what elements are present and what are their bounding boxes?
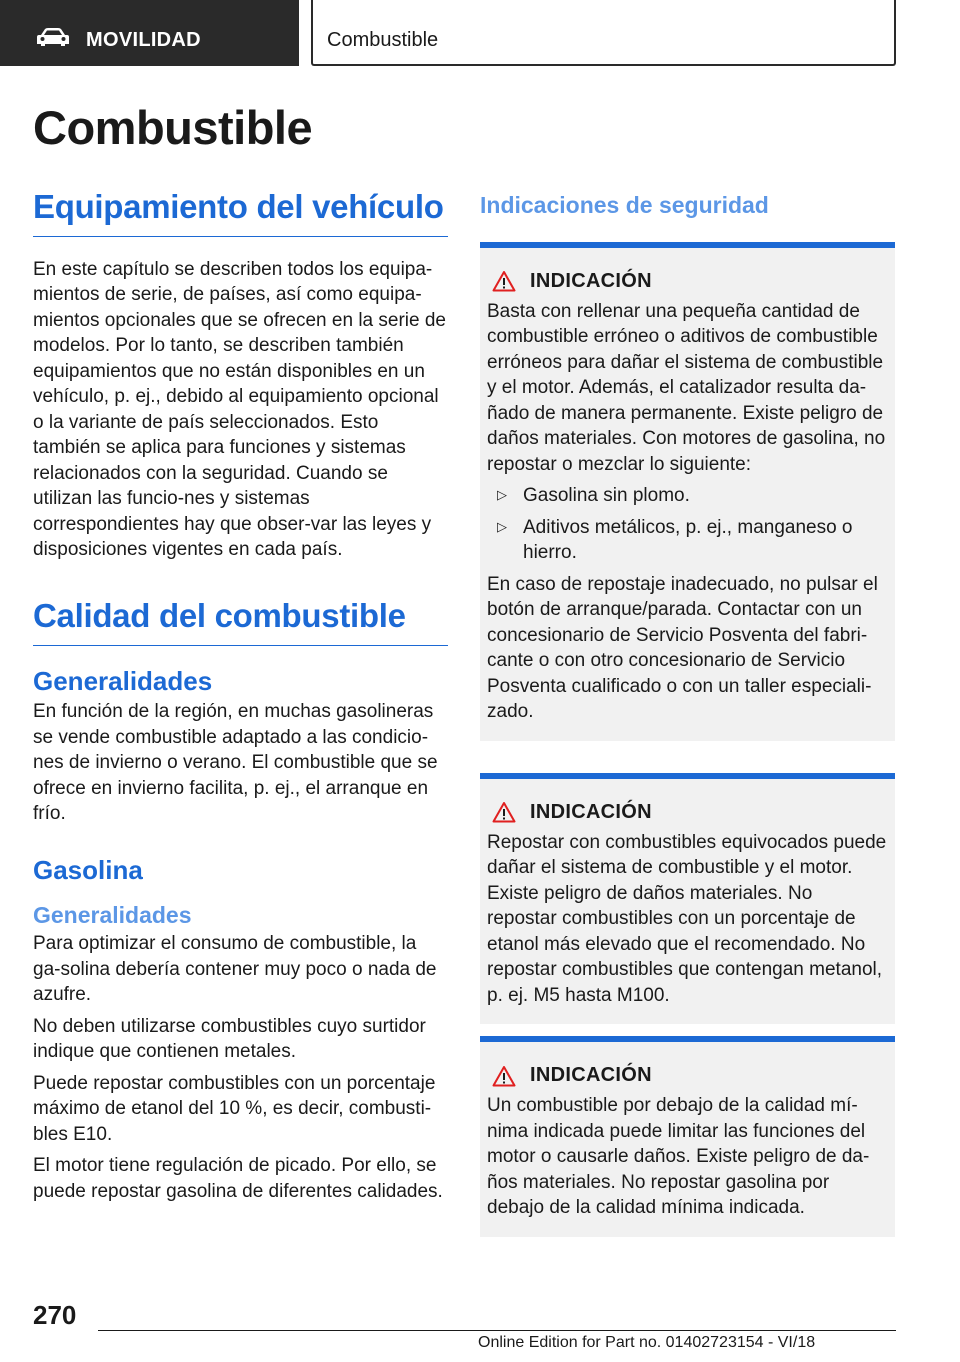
gasoline-paragraph-2: No deben utilizarse combustibles cuyo surtidor indique que contienen metales. xyxy=(33,1015,426,1063)
note-title: INDICACIÓN xyxy=(530,269,652,292)
section-tab[interactable] xyxy=(0,0,299,66)
general-heading: Generalidades xyxy=(33,665,213,696)
footer-divider xyxy=(98,1330,896,1331)
note-box xyxy=(480,242,895,741)
safety-heading: Indicaciones de seguridad xyxy=(480,192,769,218)
gasoline-heading: Gasolina xyxy=(33,854,143,885)
note-header xyxy=(487,1064,887,1087)
list-item: ▷ Gasolina sin plomo. xyxy=(487,483,887,509)
warning-triangle-icon xyxy=(492,270,516,292)
equipment-text: En este capítulo se describen todos los equipa-mientos de serie, de países, así como equipa-mientos opcionales que se ofrecen en la serie de modelos. Por lo tanto, se describen también equipamientos que no están disponibles en un vehículo, p. ej., debido al equipamiento opcional o la variante de país seleccionados. Esto también se aplica para funciones y sistemas relacionados con la seguridad. Cuando se utilizan las funcio-nes y sistemas correspondientes hay que obser-var las leyes y disposiciones vigentes en cada país. xyxy=(33,258,446,561)
right-column xyxy=(480,188,895,1237)
note-header xyxy=(487,270,887,293)
note-list xyxy=(487,483,887,566)
note-title: INDICACIÓN xyxy=(530,1064,652,1087)
gasoline-paragraph-3: Puede repostar combustibles con un porcentaje máximo de etanol del 10 %, es decir, combusti-bles E10. xyxy=(33,1072,436,1145)
note-text-after: En caso de repostaje inadecuado, no pulsar el botón de arranque/parada. Contactar con un concesionario de Servicio Posventa del fabri-cante o con otro concesionario de Servicio Posventa cualificado o con un taller especiali-zado. xyxy=(487,573,878,723)
note-header xyxy=(487,801,887,824)
note-text: Repostar con combustibles equivocados puede dañar el sistema de combustible y el motor. Existe peligro de daños materiales. No repostar combustibles con un porcentaje de etanol más elevado que el recomendado. No repostar combustibles que contengan metanol, p. ej. M5 hasta M100. xyxy=(487,831,887,1006)
note-text: Un combustible por debajo de la calidad mí-nima indicada puede limitar las funciones del motor o causarle daños. Existe peligro de da-ños materiales. No repostar gasolina por debajo de la calidad mínima indicada. xyxy=(487,1095,870,1219)
note-text: Basta con rellenar una pequeña cantidad de combustible erróneo o aditivos de combustible erróneos para dañar el sistema de combustible y el motor. Además, el catalizador resulta da-ñado de manera permanente. Existe peligro de daños materiales. Con motores de gasolina, no repostar o mezclar lo siguiente: xyxy=(487,300,886,475)
note-box xyxy=(480,773,895,1025)
gasoline-paragraph-4: El motor tiene regulación de picado. Por ello, se puede repostar gasolina de diferentes calidades. xyxy=(33,1155,443,1202)
list-item: ▷ Aditivos metálicos, p. ej., manganeso o hierro. xyxy=(487,515,887,566)
fuel-quality-heading: Calidad del combustible xyxy=(33,597,448,646)
left-column xyxy=(33,188,448,1204)
gasoline-general-heading: Generalidades xyxy=(33,901,192,928)
edition-text: Online Edition for Part no. 01402723154 - VI/18 xyxy=(478,1334,816,1351)
warning-triangle-icon xyxy=(492,801,516,823)
page-title: Combustible xyxy=(33,101,313,154)
page-number: 270 xyxy=(33,1300,77,1330)
gasoline-paragraph-1: Para optimizar el consumo de combustible, la ga-solina debería contener muy poco o nada de azufre. xyxy=(33,933,437,1006)
note-title: INDICACIÓN xyxy=(530,800,652,823)
general-text: En función de la región, en muchas gasolineras se vende combustible adaptado a las condicio-nes de invierno o verano. El combustible que se ofrece en invierno facilita, p. ej., el arranque en frío. xyxy=(33,701,438,825)
section-label: MOVILIDAD xyxy=(86,29,201,51)
equipment-heading: Equipamiento del vehículo xyxy=(33,188,448,237)
note-box xyxy=(480,1036,895,1237)
chapter-tab[interactable] xyxy=(311,0,896,66)
chapter-label: Combustible xyxy=(327,29,439,51)
page-header xyxy=(0,0,960,66)
car-icon xyxy=(36,27,70,47)
warning-triangle-icon xyxy=(492,1065,516,1087)
